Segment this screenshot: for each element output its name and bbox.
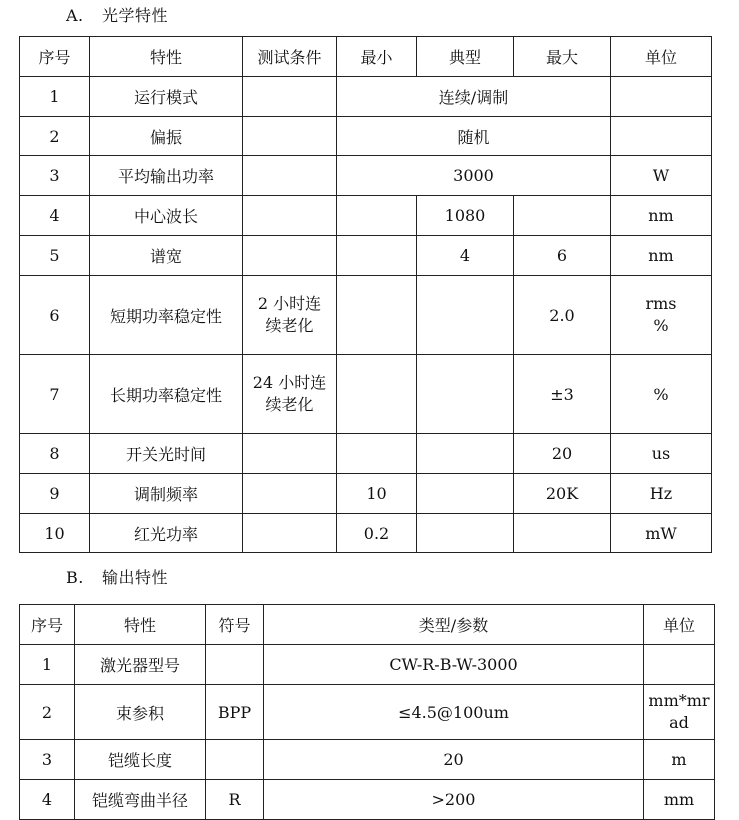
section-b-title <box>66 568 168 588</box>
parameter-value: CW-R-B-W-3000 <box>264 645 644 685</box>
typical-value: 3000 <box>337 156 611 196</box>
typical-value: 连续/调制 <box>337 77 611 117</box>
test-condition <box>243 77 337 117</box>
parameter-value: ≤4.5@100um <box>264 685 644 740</box>
unit-line: ad <box>669 713 689 732</box>
row-number: 1 <box>20 77 90 117</box>
unit-line: % <box>653 316 669 335</box>
row-number: 8 <box>20 434 90 474</box>
typical-value <box>417 514 514 553</box>
max-value <box>514 514 611 553</box>
min-value: 0.2 <box>337 514 417 553</box>
typical-value: 随机 <box>337 117 611 156</box>
section-b-label: B. <box>66 568 84 587</box>
table-header-row <box>20 37 712 77</box>
table-row <box>20 196 712 236</box>
table-row <box>20 156 712 196</box>
test-condition-line: 2 小时连 <box>257 294 322 313</box>
table-row <box>20 645 715 685</box>
header-cell: 类型/参数 <box>264 605 644 645</box>
min-value: 10 <box>337 474 417 514</box>
symbol-cell: BPP <box>206 685 264 740</box>
row-number: 7 <box>20 355 90 434</box>
unit-cell: us <box>611 434 712 474</box>
unit-cell <box>611 77 712 117</box>
table-row <box>20 514 712 553</box>
table-row <box>20 276 712 355</box>
typical-value: 4 <box>417 236 514 276</box>
characteristic-name: 谱宽 <box>90 236 243 276</box>
characteristic-name: 中心波长 <box>90 196 243 236</box>
test-condition <box>243 196 337 236</box>
min-value <box>337 196 417 236</box>
unit-line: mm*mr <box>648 691 710 710</box>
unit-cell: nm <box>611 196 712 236</box>
table-row <box>20 236 712 276</box>
header-cell: 序号 <box>20 37 90 77</box>
test-condition <box>243 434 337 474</box>
table-row <box>20 780 715 820</box>
table-row <box>20 117 712 156</box>
min-value <box>337 434 417 474</box>
symbol-cell: R <box>206 780 264 820</box>
typical-value <box>417 474 514 514</box>
unit-cell: Hz <box>611 474 712 514</box>
max-value: 6 <box>514 236 611 276</box>
table-row <box>20 355 712 434</box>
unit-cell <box>644 685 715 740</box>
characteristic-name: 铠缆长度 <box>75 740 206 780</box>
test-condition-line: 24 小时连 <box>252 373 327 392</box>
section-a-title <box>66 6 168 26</box>
unit-line: rms <box>645 294 677 313</box>
row-number: 9 <box>20 474 90 514</box>
test-condition-line: 续老化 <box>265 316 314 335</box>
characteristic-name: 平均输出功率 <box>90 156 243 196</box>
header-cell: 最大 <box>514 37 611 77</box>
row-number: 4 <box>20 196 90 236</box>
table-row <box>20 434 712 474</box>
characteristic-name: 红光功率 <box>90 514 243 553</box>
symbol-cell <box>206 645 264 685</box>
section-a-title-text: 光学特性 <box>102 6 169 25</box>
parameter-value: >200 <box>264 780 644 820</box>
characteristic-name: 开关光时间 <box>90 434 243 474</box>
table-row <box>20 474 712 514</box>
section-b-title-text: 输出特性 <box>102 568 169 587</box>
test-condition <box>243 276 337 355</box>
unit-cell: % <box>611 355 712 434</box>
typical-value: 1080 <box>417 196 514 236</box>
test-condition <box>243 117 337 156</box>
test-condition-line: 续老化 <box>265 395 314 414</box>
unit-cell <box>644 645 715 685</box>
header-cell: 典型 <box>417 37 514 77</box>
row-number: 4 <box>20 780 75 820</box>
characteristic-name: 铠缆弯曲半径 <box>75 780 206 820</box>
min-value <box>337 236 417 276</box>
typical-value <box>417 434 514 474</box>
row-number: 2 <box>20 685 75 740</box>
optical-characteristics-table <box>19 36 712 553</box>
header-cell: 符号 <box>206 605 264 645</box>
row-number: 2 <box>20 117 90 156</box>
unit-cell <box>611 276 712 355</box>
parameter-value: 20 <box>264 740 644 780</box>
header-cell: 序号 <box>20 605 75 645</box>
min-value <box>337 276 417 355</box>
unit-cell: m <box>644 740 715 780</box>
characteristic-name: 长期功率稳定性 <box>90 355 243 434</box>
min-value <box>337 355 417 434</box>
table-row <box>20 740 715 780</box>
output-characteristics-table <box>19 604 715 820</box>
header-cell: 测试条件 <box>243 37 337 77</box>
max-value: ±3 <box>514 355 611 434</box>
table-row <box>20 685 715 740</box>
characteristic-name: 短期功率稳定性 <box>90 276 243 355</box>
header-cell: 单位 <box>644 605 715 645</box>
typical-value <box>417 276 514 355</box>
max-value <box>514 196 611 236</box>
row-number: 5 <box>20 236 90 276</box>
max-value: 2.0 <box>514 276 611 355</box>
test-condition <box>243 156 337 196</box>
header-cell: 特性 <box>75 605 206 645</box>
characteristic-name: 激光器型号 <box>75 645 206 685</box>
characteristic-name: 运行模式 <box>90 77 243 117</box>
characteristic-name: 束参积 <box>75 685 206 740</box>
unit-cell: W <box>611 156 712 196</box>
unit-cell: mm <box>644 780 715 820</box>
table-row <box>20 77 712 117</box>
characteristic-name: 偏振 <box>90 117 243 156</box>
unit-cell: nm <box>611 236 712 276</box>
typical-value <box>417 355 514 434</box>
unit-cell: mW <box>611 514 712 553</box>
row-number: 1 <box>20 645 75 685</box>
characteristic-name: 调制频率 <box>90 474 243 514</box>
row-number: 6 <box>20 276 90 355</box>
header-cell: 特性 <box>90 37 243 77</box>
test-condition <box>243 355 337 434</box>
header-cell: 最小 <box>337 37 417 77</box>
unit-cell <box>611 117 712 156</box>
max-value: 20K <box>514 474 611 514</box>
section-a-label: A. <box>66 6 84 25</box>
test-condition <box>243 236 337 276</box>
max-value: 20 <box>514 434 611 474</box>
test-condition <box>243 474 337 514</box>
symbol-cell <box>206 740 264 780</box>
test-condition <box>243 514 337 553</box>
row-number: 10 <box>20 514 90 553</box>
row-number: 3 <box>20 156 90 196</box>
header-cell: 单位 <box>611 37 712 77</box>
table-header-row <box>20 605 715 645</box>
row-number: 3 <box>20 740 75 780</box>
